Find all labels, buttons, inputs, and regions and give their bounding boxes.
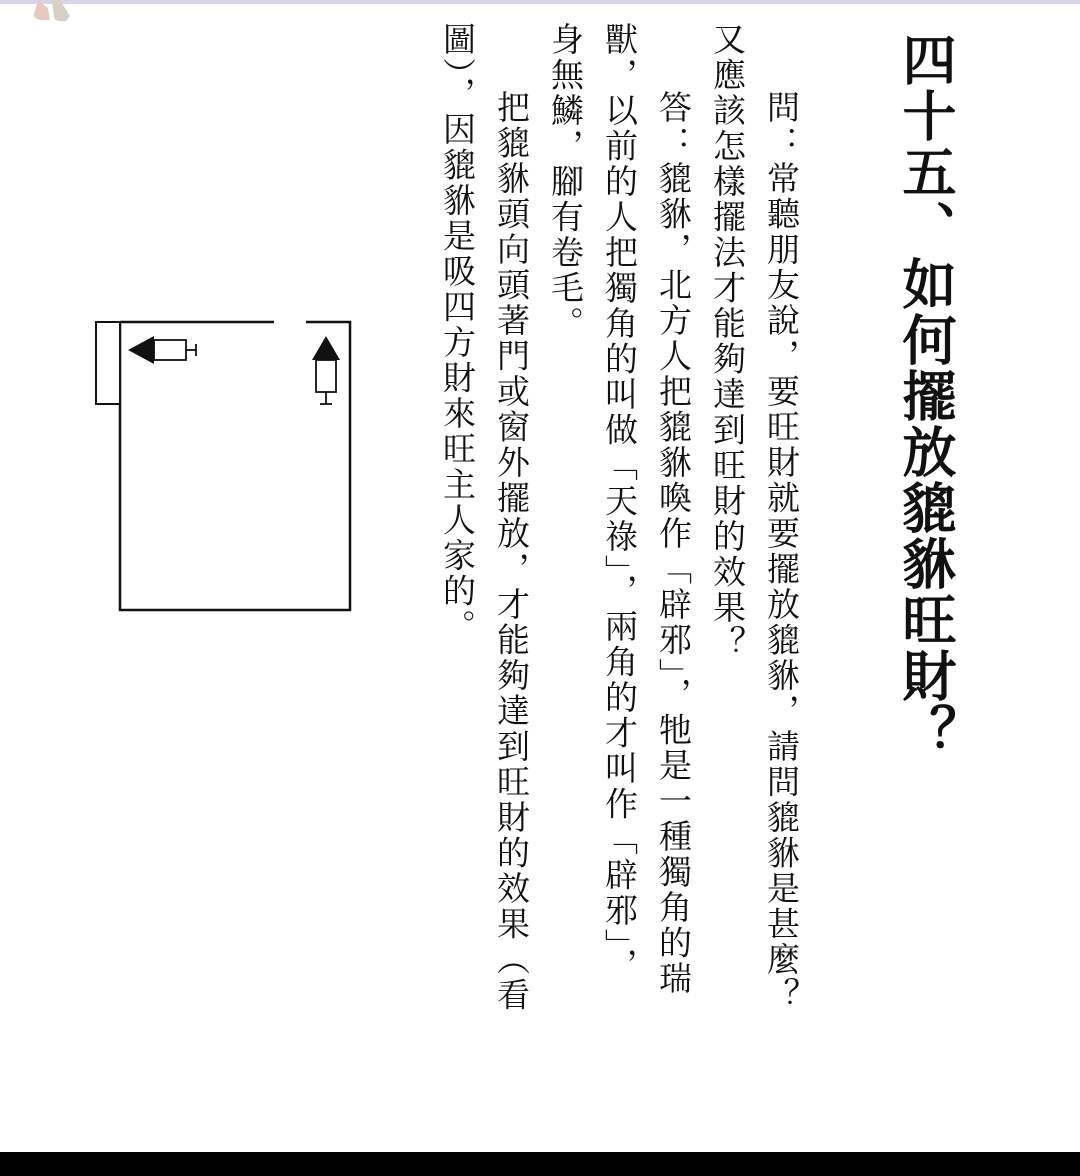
- paragraph-answer-line-1: 答：貔貅，北方人把貔貅喚作「辟邪」，牠是一種獨角的瑞: [654, 90, 693, 997]
- paragraph-answer-line-3: 身無鱗，腳有卷毛。: [546, 22, 585, 342]
- top-edge-strip: [0, 0, 1080, 4]
- bottom-bar: [0, 1152, 1080, 1176]
- page-content: [360, 22, 1080, 1142]
- corner-decoration-icon: [30, 0, 74, 24]
- page-title: 四十五、如何擺放貔貅旺財？: [894, 32, 957, 760]
- paragraph-placement-line-2: 圖），因貔貅是吸四方財來旺主人家的。: [438, 22, 477, 645]
- paragraph-question-line-1: 問：常聽朋友說，要旺財就要擺放貔貅，請問貔貅是甚麼？: [762, 90, 801, 1013]
- door-panel: [96, 322, 120, 404]
- paragraph-placement-line-1: 把貔貅頭向頭著門或窗外擺放，才能夠達到旺財的效果（看: [492, 90, 531, 1013]
- placement-diagram: [92, 318, 356, 618]
- pixiu-marker-left-icon: [128, 336, 196, 364]
- pixiu-marker-up-icon: [312, 336, 340, 404]
- paragraph-question-line-2: 又應該怎樣擺法才能夠達到旺財的效果？: [708, 22, 747, 661]
- paragraph-answer-line-2: 獸，以前的人把獨角的叫做「天祿」，兩角的才叫作「辟邪」，: [600, 22, 639, 983]
